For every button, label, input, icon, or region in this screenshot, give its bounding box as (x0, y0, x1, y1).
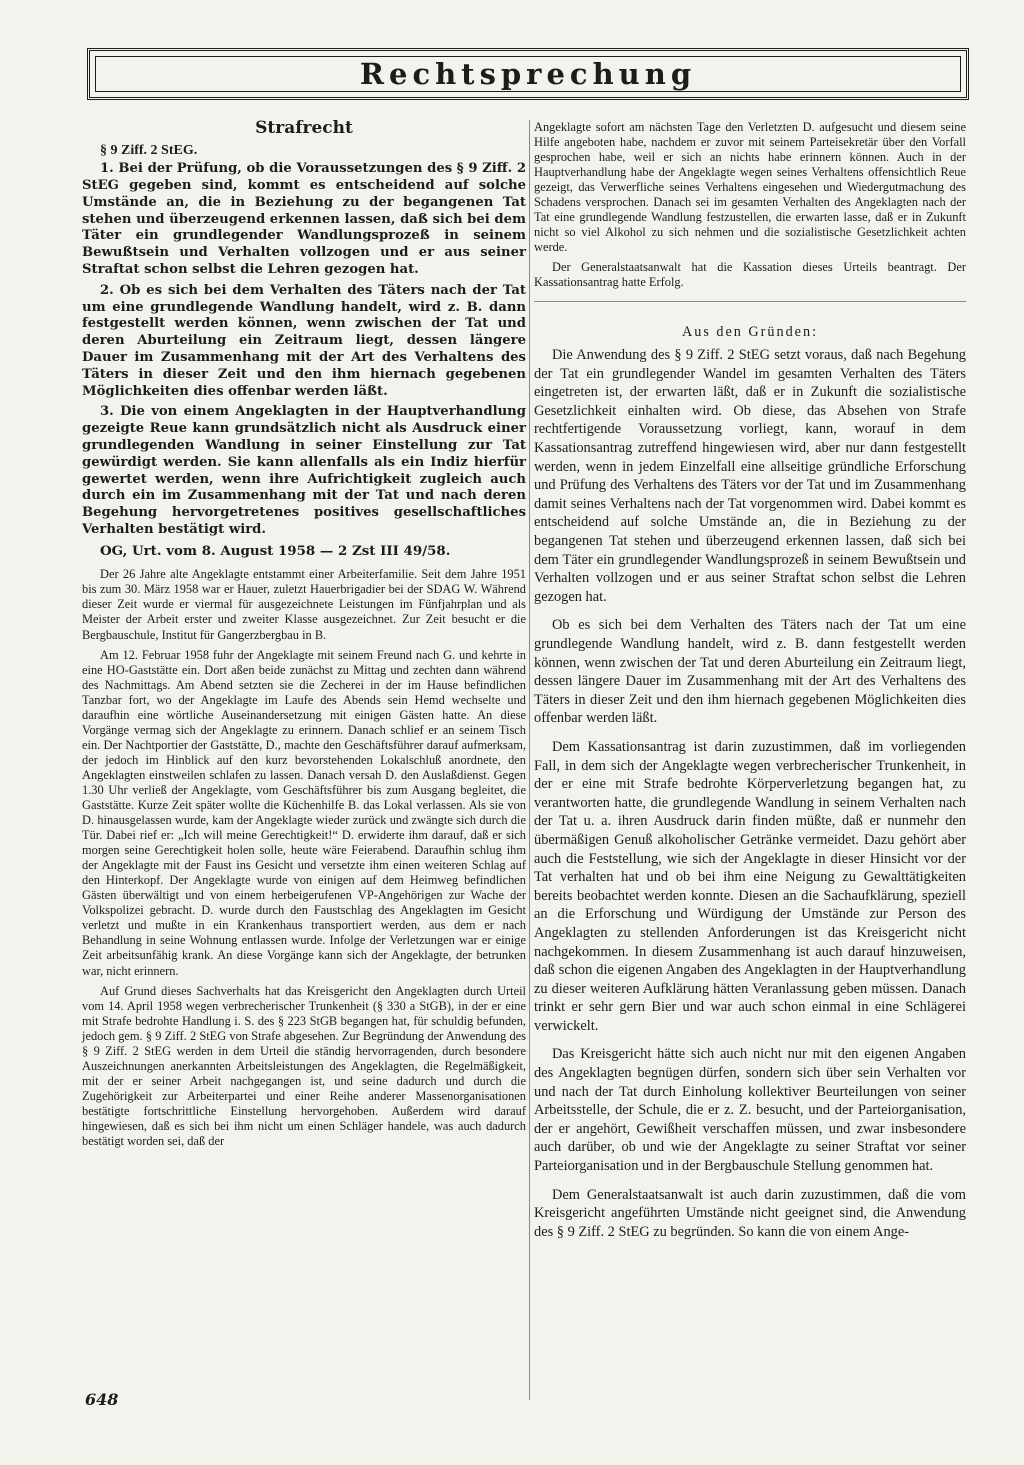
section-rule (534, 301, 966, 302)
right-column (534, 120, 966, 1251)
section-title: Strafrecht (255, 118, 353, 138)
facts-paragraph-3: Auf Grund dieses Sachverhalts hat das Kreisgericht den Angeklagten durch Urteil vom 14. April 1958 wegen verbrecherischer Trunkenheit (§ 330 a StGB), in der er eine mit Strafe bedrohte Handlung i. S. des § 223 StGB begangen hat, für schuldig befunden, jedoch gem. § 9 Ziff. 2 StEG von Strafe abgesehen. Zur Begründung der Anwendung des § 9 Ziff. 2 StEG werden in dem Urteil die ständig hervorragenden, durch besondere Auszeichnungen anerkannten Arbeitsleistungen des Angeklagten, die Regelmäßigkeit, mit der er seiner Arbeit nachgegangen ist, und seine dadurch und durch die Zugehörigkeit zur Arbeiterpartei und einer Reihe anderer Massenorganisationen bestätigte fortschrittliche Einstellung hervorgehoben. Außerdem wird darauf hingewiesen, daß es sich bei ihm nicht um einen Schläger handele, was auch dadurch bestätigt worden sei, daß der (82, 983, 526, 1149)
facts-continuation: Angeklagte sofort am nächsten Tage den Verletzten D. aufgesucht und diesem seine Hilfe angeboten habe, nachdem er zuvor mit seinem Parteisekretär über den Vorfall gesprochen habe, weil er sich an nichts habe erinnern können. Auch in der Hauptverhandlung habe der Angeklagte wegen seines Verhaltens offensichtlich Reue gezeigt, das Verwerfliche seines Verhaltens eingesehen und Wiedergutmachung des Schadens versprochen. Danach sei im gesamten Verhalten des Angeklagten nach der Tat eine grundlegende Wandlung festzustellen, die erwarten lasse, daß er in Zukunft nicht so viel Alkohol zu sich nehmen und die sozialistische Gesetzlichkeit achten werde. (534, 120, 966, 255)
reasons-paragraph-5: Dem Generalstaatsanwalt ist auch darin zuzustimmen, daß die vom Kreisgericht angeführten Umstände nicht geeignet sind, die Anwendung des § 9 Ziff. 2 StEG zu begründen. So kann die von einem Ange- (534, 1186, 966, 1240)
section-header-frame (87, 48, 969, 100)
page-number: 648 (85, 1390, 119, 1409)
facts-paragraph-1: Der 26 Jahre alte Angeklagte entstammt einer Arbeiterfamilie. Seit dem Jahre 1951 bis zum 30. März 1958 war er Hauer, zuletzt Hauerbrigadier bei der SDAG W. Während dieser Zeit wurde er viermal für ausgezeichnete Leistungen im Fünfjahrplan und als Meister der Arbeit erster und zweiter Klasse ausgezeichnet. Zur Zeit besucht er die Bergbauschule, Institut für Gangerzbergbau in B. (82, 567, 526, 642)
kassation-paragraph: Der Generalstaatsanwalt hat die Kassation dieses Urteils beantragt. Der Kassationsantrag hatte Erfolg. (534, 260, 966, 290)
reasons-paragraph-2: Ob es sich bei dem Verhalten des Täters nach der Tat um eine grundlegende Wandlung handelt, wird z. B. dann festgestellt werden können, wenn zwischen der Tat und deren Aburteilung ein Zeitraum liegt, dessen längere Dauer im Zusammenhang mit der Art des Verhaltens des Täters in dieser Zeit und den ihm hiernach gegebenen Möglichkeiten dies offenbar werden läßt. (534, 617, 966, 727)
headnote-3: 3. Die von einem Angeklagten in der Hauptverhandlung gezeigte Reue kann grundsätzlich nicht als Ausdruck einer grundlegenden Wandlung in seiner Einstellung zur Tat gewürdigt werden. Sie kann allenfalls als ein Indiz hierfür gewertet werden, wenn ihre Aufrichtigkeit zugleich auch durch ein im Zusammenhang mit der Tat und nach deren Begehung hervorgetretenes positives gesellschaftliches Verhalten bestätigt wird. (82, 404, 526, 537)
reasons-paragraph-4: Das Kreisgericht hätte sich auch nicht nur mit den eigenen Angaben des Angeklagten begnügen dürfen, sondern sich über sein Verhalten vor und nach der Tat durch Einholung kollektiver Beurteilungen von seiner Arbeitsstelle, der Schule, die er z. Z. besucht, und der Parteiorganisation, der er angehört, Gewißheit verschaffen müssen, und zwar insbesondere auch darüber, ob und wie der Angeklagte zu seiner Straftat vor seiner Parteiorganisation und in der Bergbauschule Stellung genommen hat. (534, 1046, 966, 1175)
reasons-paragraph-3: Dem Kassationsantrag ist darin zuzustimmen, daß im vorliegenden Fall, in dem sich der Angeklagte wegen verbrecherischer Trunkenheit, in der er eine mit Strafe bedrohte Körperverletzung begangen hat, zu verantworten hatte, die grundlegende Wandlung in seinem Verhalten nach der Tat u. a. ihren Ausdruck darin finden müßte, daß er nunmehr den übermäßigen Genuß alkoholischer Getränke vermeidet. Dazu gehört aber auch die Feststellung, wie sich der Angeklagte in dieser Hinsicht vor der Tat verhalten hat und ob bei ihm eine Neigung zu Gewalttätigkeiten bereits beobachtet werden konnte. Diesen an die Sachaufklärung, speziell an die Erforschung und Würdigung der Umstände zur Person des Angeklagten zu stellenden Anforderungen ist das Kreisgericht nicht nachgekommen. In diesem Zusammenhang ist auch darauf hinzuweisen, daß schon die eigenen Angaben des Angeklagten in der Hauptverhandlung zu dieser weiteren Aufklärung hätten Veranlassung geben müssen. Danach trinkt er sehr gern Bier und war auch schon einmal in eine Schlägerei verwickelt. (534, 738, 966, 1034)
headnote-1: 1. Bei der Prüfung, ob die Voraussetzungen des § 9 Ziff. 2 StEG gegeben sind, kommt es entscheidend auf solche Umstände an, die in Beziehung zu der begangenen Tat stehen und überzeugend erkennen lassen, daß sich bei dem Täter ein grundlegender Wandlungsprozeß in seinem Bewußtsein und Verhalten vollzogen und er aus seiner Straftat schon selbst die Lehren gezogen hat. (82, 161, 526, 277)
headnote-2: 2. Ob es sich bei dem Verhalten des Täters nach der Tat um eine grundlegende Wandlung handelt, wird z. B. dann festgestellt werden können, wenn zwischen der Tat und deren Aburteilung ein Zeitraum liegt, dessen längere Dauer im Zusammenhang mit der Art des Verhaltens des Täters in dieser Zeit und den ihm hiernach gegebenen Möglichkeiten dies offenbar werden läßt. (82, 282, 526, 399)
reasons-paragraph-1: Die Anwendung des § 9 Ziff. 2 StEG setzt voraus, daß nach Begehung der Tat ein grundlegender Wandel im gesamten Verhalten des Täters eingetreten ist, der erwarten läßt, daß er in Zukunft die sozialistische Gesetzlichkeit einhalten wird. Ob diese, das Absehen von Strafe rechtfertigende Voraussetzung vorliegt, kann, worauf in dem Kassationsantrag zutreffend hingewiesen wird, aber nur dann festgestellt werden, wenn in jedem Einzelfall eine allseitige gründliche Erforschung und Prüfung des Verhaltens des Täters vor der Tat und im Zusammenhang damit seines Verhaltens nach der Tat vorgenommen wird. Dabei kommt es entscheidend auf solche Umstände an, die in Beziehung zu der begangenen Tat stehen und überzeugend erkennen lassen, daß sich bei dem Täter ein grundlegender Wandlungsprozeß in seinem Bewußtsein und Verhalten vollzogen und er aus seiner Straftat schon selbst die Lehren gezogen hat. (534, 347, 966, 605)
law-reference: § 9 Ziff. 2 StEG. (100, 142, 198, 158)
reasons-heading: Aus den Gründen: (681, 323, 819, 340)
facts-paragraph-2: Am 12. Februar 1958 fuhr der Angeklagte mit seinem Freund nach G. und kehrte in eine HO-Gaststätte ein. Dort aßen beide zunächst zu Mittag und zechten dann während des Nachmittags. Am Abend setzten sie die Zecherei in der im Hause befindlichen Tanzbar fort, wo der Angeklagte im Laufe des Abends sein Hemd wechselte und daraufhin eine wörtliche Auseinandersetzung mit einigen Gästen hatte. An diese Vorgänge vermag sich der Angeklagte zu erinnern. Danach schlief er an seinem Tisch ein. Der Nachtportier der Gaststätte, D., machte den Geschäftsführer darauf aufmerksam, der jedoch im Hinblick auf den kurz bevorstehenden Lokalschluß anordnete, den Angeklagten einstweilen schlafen zu lassen. Danach versah D. den Auslaßdienst. Gegen 1.30 Uhr verließ der Angeklagte, vom Geschäftsführer bis zum Ausgang begleitet, die Gaststätte. Kurze Zeit später wollte die Küchenhilfe B. das Lokal verlassen. Als sie von D. hinausgelassen wurde, kam der Angeklagte wieder zurück und zwängte sich durch die Tür. Dabei rief er: „Ich will meine Gerechtigkeit!“ D. erwiderte ihm darauf, daß er sich morgen seine Gerechtigkeit holen solle, heute wäre Feierabend. Daraufhin schlug ihm der Angeklagte mit der Faust ins Gesicht und versetzte ihm einen weiteren Schlag auf den Hinterkopf. Der Angeklagte wurde von einigen auf dem Heimweg befindlichen Gästen überwältigt und von einem herbeigerufenen VP-Angehörigen zur Wache der Volkspolizei gebracht. D. wurde durch den Faustschlag des Angeklagten im Gesicht verletzt und mußte in ein Krankenhaus transportiert werden, aus dem er nach Behandlung in seine Wohnung entlassen wurde. Infolge der Verletzungen war er einige Zeit arbeitsunfähig krank. An diese Vorgänge kann sich der Angeklagte, der betrunken war, nicht erinnern. (82, 647, 526, 978)
column-divider (529, 120, 530, 1400)
court-reference: OG, Urt. vom 8. August 1958 — 2 Zst III 49/58. (100, 542, 451, 559)
section-header-title: Rechtsprechung (359, 57, 697, 91)
left-column (82, 120, 526, 1154)
